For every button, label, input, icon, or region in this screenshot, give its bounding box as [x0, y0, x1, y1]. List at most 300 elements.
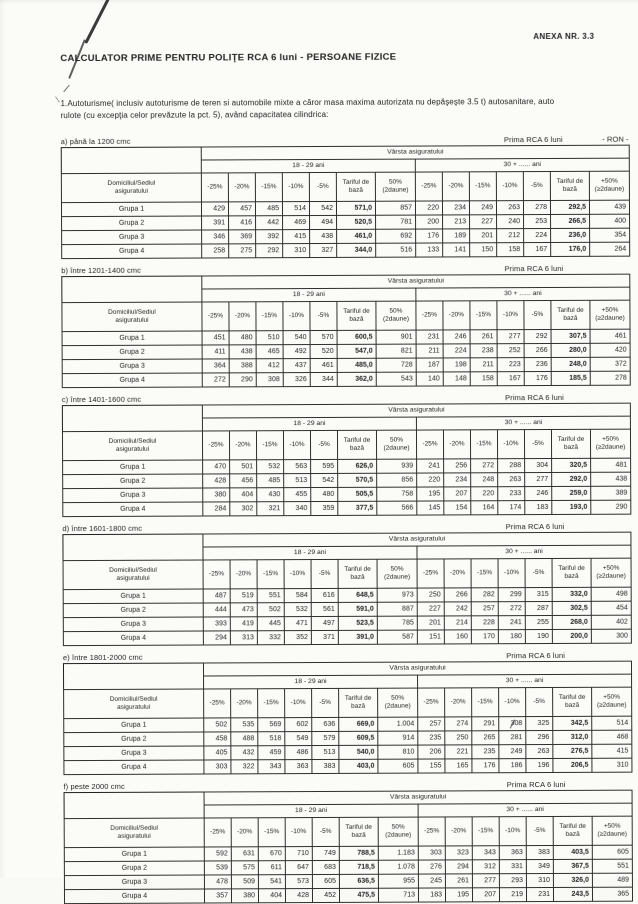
premium-cell: 343: [472, 845, 499, 859]
premium-cell: 480: [229, 331, 256, 345]
premium-cell: 151: [417, 630, 444, 644]
page-title: CALCULATOR PRIME PENTRU POLIŢE RCA 6 luni - PERSOANE FIZICE: [60, 51, 397, 65]
group-label: Grupa 4: [62, 373, 202, 388]
base-tariff-header: [339, 817, 378, 846]
base-tariff-header: [336, 172, 375, 201]
group-label: Grupa 4: [63, 631, 203, 646]
premium-cell: 412: [256, 358, 283, 372]
age-old-header: 30 + ...... ani: [417, 545, 631, 559]
premium-cell: 211: [470, 358, 497, 372]
premium-cell: 501: [230, 460, 257, 474]
premium-cell: 176: [472, 758, 499, 772]
premium-cell: 758: [377, 487, 417, 501]
premium-cell: 470: [203, 460, 230, 474]
premium-cell: 293: [499, 873, 526, 887]
discount-header: -25%: [418, 817, 445, 846]
premium-cell: 310: [526, 873, 553, 887]
group-label: Grupa 1: [63, 589, 203, 604]
premium-cell: 539: [204, 861, 231, 875]
prima-rca-label: Prima RCA 6 luni: [505, 521, 565, 531]
premium-cell: 380: [231, 889, 258, 903]
header-line: Tariful de: [344, 695, 372, 703]
intro-line-1: 1.Autoturisme( inclusiv autoturisme de teren si automobile mixte a căror masa maxima autorizata nu depăşeşte 3.5 t) autosanitare, auto: [60, 96, 555, 109]
header-line: (≥2daune): [596, 572, 626, 580]
premium-cell: 158: [497, 242, 524, 256]
premium-cell: 391: [202, 216, 229, 230]
premium-cell: 636: [312, 717, 339, 731]
premium-cell: 605: [378, 759, 418, 773]
premium-cell: 308: [256, 372, 283, 386]
base-tariff-header: [339, 688, 378, 717]
age-old-header: 30 + ...... ani: [418, 674, 632, 688]
base-tariff-cell: 367,5: [553, 859, 592, 873]
premium-cell: 579: [312, 731, 339, 745]
discount-header: -15%: [471, 559, 498, 588]
premium-cell: 393: [203, 617, 230, 631]
premium-cell: 238: [470, 344, 497, 358]
premium-cell: 282: [471, 588, 498, 602]
header-line: Tariful de: [558, 694, 586, 702]
premium-cell: 485: [255, 201, 282, 215]
premium-cell: 485: [257, 473, 284, 487]
group-label: Grupa 3: [62, 230, 202, 245]
premium-cell: 246: [525, 486, 552, 500]
premium-cell: 281: [499, 730, 526, 744]
premium-cell: 249: [499, 744, 526, 758]
discount-header: -20%: [443, 301, 470, 330]
header-line: bază: [348, 186, 363, 194]
premium-cell: 605: [312, 874, 339, 888]
malus-header: [592, 816, 632, 845]
premium-cell: 207: [444, 487, 471, 501]
discount-header: -10%: [497, 300, 524, 329]
header-line: bază: [563, 443, 579, 451]
premium-cell: 400: [590, 214, 630, 228]
premium-cell: 148: [443, 372, 470, 386]
premium-cell: 532: [284, 602, 311, 616]
discount-header: -25%: [418, 688, 445, 717]
varsta-header: Vârsta asiguratului: [203, 532, 631, 547]
premium-cell: 478: [204, 875, 231, 889]
premium-cell: 542: [309, 201, 336, 215]
premium-cell: 785: [377, 616, 417, 630]
table-body: [64, 845, 632, 903]
discount-header: -15%: [470, 301, 497, 330]
age-young-header: 18 - 29 ani: [203, 546, 417, 560]
prima-rca-label: Prima RCA 6 luni: [506, 650, 565, 660]
header-line: Tariful de: [345, 824, 372, 832]
header-line: bază: [564, 572, 579, 580]
discount-header: -10%: [282, 172, 309, 201]
group-label: Grupa 1: [64, 718, 204, 733]
discount-header: -15%: [257, 559, 284, 588]
header-line: asiguratului: [115, 445, 150, 453]
premium-cell: 543: [376, 372, 416, 386]
intro-paragraph: [61, 96, 629, 123]
premium-cell: 473: [230, 603, 257, 617]
header-line: Domiciliul/Sediul: [108, 438, 157, 446]
premium-cell: 349: [526, 859, 553, 873]
premium-cell: 141: [443, 243, 470, 257]
premium-cell: 419: [230, 617, 257, 631]
group-label: Grupa 3: [63, 617, 203, 632]
premium-cell: 488: [231, 732, 258, 746]
age-young-header: 18 - 29 ani: [202, 288, 416, 302]
premium-cell: 510: [256, 330, 283, 344]
premium-cell: 458: [204, 732, 231, 746]
header-line: Tariful de: [342, 179, 370, 187]
premium-cell: 749: [312, 846, 339, 860]
discount-header: -10%: [285, 688, 312, 717]
base-tariff-cell: 505,5: [338, 487, 377, 501]
premium-cell: 420: [590, 343, 630, 357]
base-tariff-cell: 276,5: [553, 744, 592, 758]
discount-header: -25%: [416, 301, 443, 330]
premium-cell: 392: [256, 229, 283, 243]
varsta-header: Vârsta asiguratului: [204, 790, 632, 805]
base-tariff-header: [338, 559, 377, 588]
base-tariff-header: [551, 300, 590, 329]
domicile-header: [61, 173, 201, 203]
column-header-row: [61, 171, 629, 202]
premium-cell: 492: [283, 344, 310, 358]
discount-header: -20%: [228, 173, 255, 202]
premium-cell: 303: [204, 760, 231, 774]
premium-cell: 595: [311, 459, 338, 473]
malus-header: [590, 429, 630, 458]
base-tariff-cell: 377,5: [338, 501, 377, 515]
header-line: +50%: [601, 307, 619, 315]
premium-cell: 404: [258, 888, 285, 902]
premium-cell: 242: [444, 602, 471, 616]
premium-cell: 249: [469, 201, 496, 215]
premium-cell: 549: [285, 731, 312, 745]
section-label: d) între 1601-1800 cmc: [62, 523, 143, 533]
premium-cell: 728: [376, 358, 416, 372]
premium-cell: 160: [444, 630, 471, 644]
group-label: Grupa 1: [61, 202, 201, 217]
group-label: Grupa 3: [64, 746, 204, 761]
header-line: (2daune): [384, 573, 411, 581]
column-header-row: [62, 300, 630, 331]
premium-cell: 323: [445, 846, 472, 860]
premium-cell: 214: [444, 616, 471, 630]
discount-header: -25%: [202, 302, 229, 331]
premium-cell: 272: [471, 459, 498, 473]
prima-rca-label: Prima RCA 6 luni: [506, 779, 566, 789]
premium-cell: 710: [285, 846, 312, 860]
premium-cell: 241: [417, 459, 444, 473]
premium-cell: 228: [471, 616, 498, 630]
base-tariff-cell: 485,0: [337, 358, 376, 372]
premium-cell: 369: [229, 230, 256, 244]
group-label: Grupa 3: [63, 488, 203, 503]
premium-cell: 647: [285, 860, 312, 874]
premium-cell: 331: [499, 859, 526, 873]
premium-cell: 325: [526, 716, 553, 730]
premium-cell: 513: [312, 745, 339, 759]
header-line: 50%: [391, 823, 405, 831]
premium-cell: 451: [202, 331, 229, 345]
prima-rca-label: Prima RCA 6 luni: [503, 134, 563, 144]
premium-cell: 303: [418, 846, 445, 860]
premium-cell: 498: [591, 587, 631, 601]
section-label: f) peste 2000 cmc: [63, 781, 125, 791]
base-tariff-cell: 243,5: [553, 887, 592, 901]
premium-cell: 416: [229, 216, 256, 230]
malus-header: [376, 430, 416, 459]
premium-cell: 856: [377, 473, 417, 487]
header-line: Tariful de: [343, 437, 371, 445]
base-tariff-cell: 591,0: [338, 602, 377, 616]
premium-cell: 455: [284, 487, 311, 501]
premium-cell: 587: [377, 630, 417, 644]
premium-cell: 602: [285, 717, 312, 731]
premium-cell: 471: [284, 616, 311, 630]
header-line: (2daune): [385, 831, 412, 839]
base-tariff-cell: 200,0: [552, 629, 591, 643]
premium-cell: 176: [524, 371, 551, 385]
header-line: (≥2daune): [594, 185, 625, 193]
premium-cell: 278: [523, 200, 550, 214]
premium-cell: 253: [524, 214, 551, 228]
base-tariff-cell: 342,5: [553, 716, 592, 730]
discount-header: -25%: [417, 559, 444, 588]
premium-cell: 357: [204, 889, 231, 903]
premium-cell: 670: [258, 846, 285, 860]
discount-header: -15%: [472, 688, 499, 717]
table-body: [61, 200, 629, 258]
premium-cell: 575: [231, 861, 258, 875]
column-header-row: [63, 558, 631, 589]
premium-cell: 294: [445, 860, 472, 874]
group-label: Grupa 1: [64, 847, 204, 862]
premium-cell: 605: [592, 845, 632, 859]
premium-cell: 250: [417, 588, 444, 602]
premium-cell: 277: [472, 873, 499, 887]
base-tariff-cell: 292,0: [552, 472, 591, 486]
header-line: bază: [565, 701, 580, 709]
premium-cell: 509: [231, 875, 258, 889]
premium-cell: 231: [526, 887, 553, 901]
premium-cell: 535: [231, 718, 258, 732]
discount-header: -5%: [524, 300, 551, 329]
annex-number: ANEXA NR. 3.3: [533, 31, 595, 42]
header-line: bază: [349, 315, 364, 323]
premium-cell: 235: [472, 744, 499, 758]
premium-cell: 340: [284, 501, 311, 515]
age-old-header: 30 + ...... ani: [416, 416, 630, 430]
premium-cell: 502: [204, 718, 231, 732]
premium-cell: 290: [591, 500, 631, 514]
discount-header: -20%: [445, 817, 472, 846]
age-old-header: 30 + ...... ani: [418, 803, 632, 817]
header-line: Tariful de: [557, 436, 585, 444]
premium-cell: 158: [470, 372, 497, 386]
table-row: [63, 500, 631, 516]
premium-cell: 415: [592, 744, 632, 758]
base-tariff-cell: 636,5: [339, 874, 378, 888]
discount-header: -5%: [311, 559, 338, 588]
premium-cell: 165: [445, 759, 472, 773]
corner-spacer: [63, 534, 203, 561]
premium-cell: 428: [203, 474, 230, 488]
header-line: (2daune): [383, 444, 410, 452]
premium-cell: 186: [499, 758, 526, 772]
premium-cell: 231: [416, 330, 443, 344]
discount-header: -5%: [310, 301, 337, 330]
premium-cell: 145: [417, 501, 444, 515]
premium-cell: 261: [445, 874, 472, 888]
premium-cell: 248: [471, 473, 498, 487]
base-tariff-cell: 788,5: [339, 846, 378, 860]
premium-cell: 383: [312, 759, 339, 773]
premium-cell: 551: [257, 588, 284, 602]
premium-cell: 430: [257, 487, 284, 501]
discount-header: -15%: [472, 816, 499, 845]
discount-header: -15%: [470, 430, 497, 459]
premium-cell: 292: [256, 243, 283, 257]
premium-cell: 584: [284, 588, 311, 602]
premium-cell: 955: [378, 874, 418, 888]
premium-cell: 195: [417, 487, 444, 501]
premium-cell: 220: [415, 201, 442, 215]
discount-header: -25%: [204, 818, 231, 847]
premium-cell: 821: [376, 344, 416, 358]
corner-spacer: [62, 276, 202, 303]
premium-cell: 432: [231, 746, 258, 760]
premium-cell: 224: [524, 228, 551, 242]
premium-cell: 313: [230, 631, 257, 645]
base-tariff-cell: 236,0: [551, 228, 590, 242]
discount-header: -5%: [523, 171, 550, 200]
premium-cell: 150: [470, 243, 497, 257]
discount-header: -5%: [526, 816, 553, 845]
premium-cell: 258: [202, 244, 229, 258]
premium-cell: 519: [230, 589, 257, 603]
premium-cell: 465: [256, 344, 283, 358]
base-tariff-header: [553, 816, 592, 845]
discount-header: -20%: [444, 559, 471, 588]
premium-cell: 380: [203, 488, 230, 502]
malus-header: [375, 172, 415, 201]
base-tariff-cell: 540,0: [339, 745, 378, 759]
domicile-header: [64, 818, 204, 848]
discount-header: -15%: [469, 172, 496, 201]
premium-cell: 220: [417, 473, 444, 487]
premium-cell: 857: [375, 201, 415, 215]
varsta-header: Vârsta asiguratului: [202, 403, 630, 418]
premium-cell: 365: [592, 887, 632, 901]
base-tariff-cell: 266,5: [551, 214, 590, 228]
premium-cell: 437: [283, 358, 310, 372]
group-label: Grupa 2: [63, 603, 203, 618]
premium-cell: 266: [524, 343, 551, 357]
malus-header: [591, 558, 631, 587]
premium-cell: 155: [418, 759, 445, 773]
group-label: Grupa 3: [62, 359, 202, 374]
age-young-header: 18 - 29 ani: [201, 159, 415, 173]
table-row: [64, 887, 632, 903]
varsta-header: Vârsta asiguratului: [203, 661, 631, 676]
discount-header: -10%: [283, 301, 310, 330]
premium-cell: 140: [416, 372, 443, 386]
premium-cell: 170: [471, 630, 498, 644]
premium-cell: 265: [472, 730, 499, 744]
discount-header: -25%: [415, 172, 442, 201]
discount-header: -5%: [526, 687, 553, 716]
premium-cell: 1.004: [378, 717, 418, 731]
premium-cell: 513: [284, 473, 311, 487]
group-label: Grupa 2: [62, 345, 202, 360]
base-tariff-cell: 185,5: [551, 371, 590, 385]
header-line: asiguratului: [116, 574, 150, 582]
section-label: c) între 1401-1600 cmc: [61, 394, 142, 404]
header-line: 50%: [389, 436, 404, 445]
table-header: [62, 403, 630, 460]
premium-cell: 287: [525, 601, 552, 615]
premium-cell: 454: [591, 601, 631, 615]
premium-cell: 518: [258, 731, 285, 745]
age-young-header: 18 - 29 ani: [204, 675, 418, 689]
premium-cell: 190: [525, 629, 552, 643]
base-tariff-cell: 403,0: [339, 759, 378, 773]
premium-cell: 167: [524, 242, 551, 256]
premium-cell: 211: [416, 344, 443, 358]
discount-header: -5%: [525, 558, 552, 587]
header-line: bază: [562, 185, 577, 193]
premium-cell: 266: [444, 588, 471, 602]
premium-cell: 219: [499, 887, 526, 901]
premium-cell: 494: [310, 215, 337, 229]
premium-cell: 322: [231, 760, 258, 774]
varsta-header: Vârsta asiguratului: [201, 145, 629, 160]
discount-header: -20%: [442, 172, 469, 201]
premium-cell: 445: [257, 616, 284, 630]
premium-cell: 611: [258, 860, 285, 874]
header-line: bază: [350, 573, 365, 581]
discount-header: -25%: [416, 430, 443, 459]
premium-cell: 233: [498, 486, 525, 500]
premium-cell: 332: [257, 630, 284, 644]
corner-spacer: [61, 147, 201, 174]
premium-cell: 257: [418, 717, 445, 731]
premium-cell: 914: [378, 731, 418, 745]
premium-cell: 540: [283, 330, 310, 344]
premium-cell: 277: [497, 329, 524, 343]
premium-cell: 241: [498, 615, 525, 629]
premium-cell: 428: [285, 888, 312, 902]
base-tariff-cell: 307,5: [551, 329, 590, 343]
premium-cell: 973: [377, 588, 417, 602]
premium-cell: 461: [310, 358, 337, 372]
group-label: Grupa 4: [62, 244, 202, 259]
header-line: Domiciliul/Sediul: [109, 567, 157, 575]
premium-cell: 299: [498, 587, 525, 601]
sections: [61, 134, 632, 903]
base-tariff-header: [553, 687, 592, 716]
premium-cell: 514: [592, 716, 632, 730]
base-tariff-header: [551, 429, 590, 458]
group-label: Grupa 4: [64, 760, 204, 775]
discount-header: -15%: [255, 172, 282, 201]
discount-header: -20%: [231, 689, 258, 718]
header-line: Tariful de: [558, 565, 585, 573]
discount-header: -15%: [258, 817, 285, 846]
premium-cell: 296: [526, 730, 553, 744]
premium-cell: 456: [230, 474, 257, 488]
header-line: (≥2daune): [595, 443, 626, 451]
